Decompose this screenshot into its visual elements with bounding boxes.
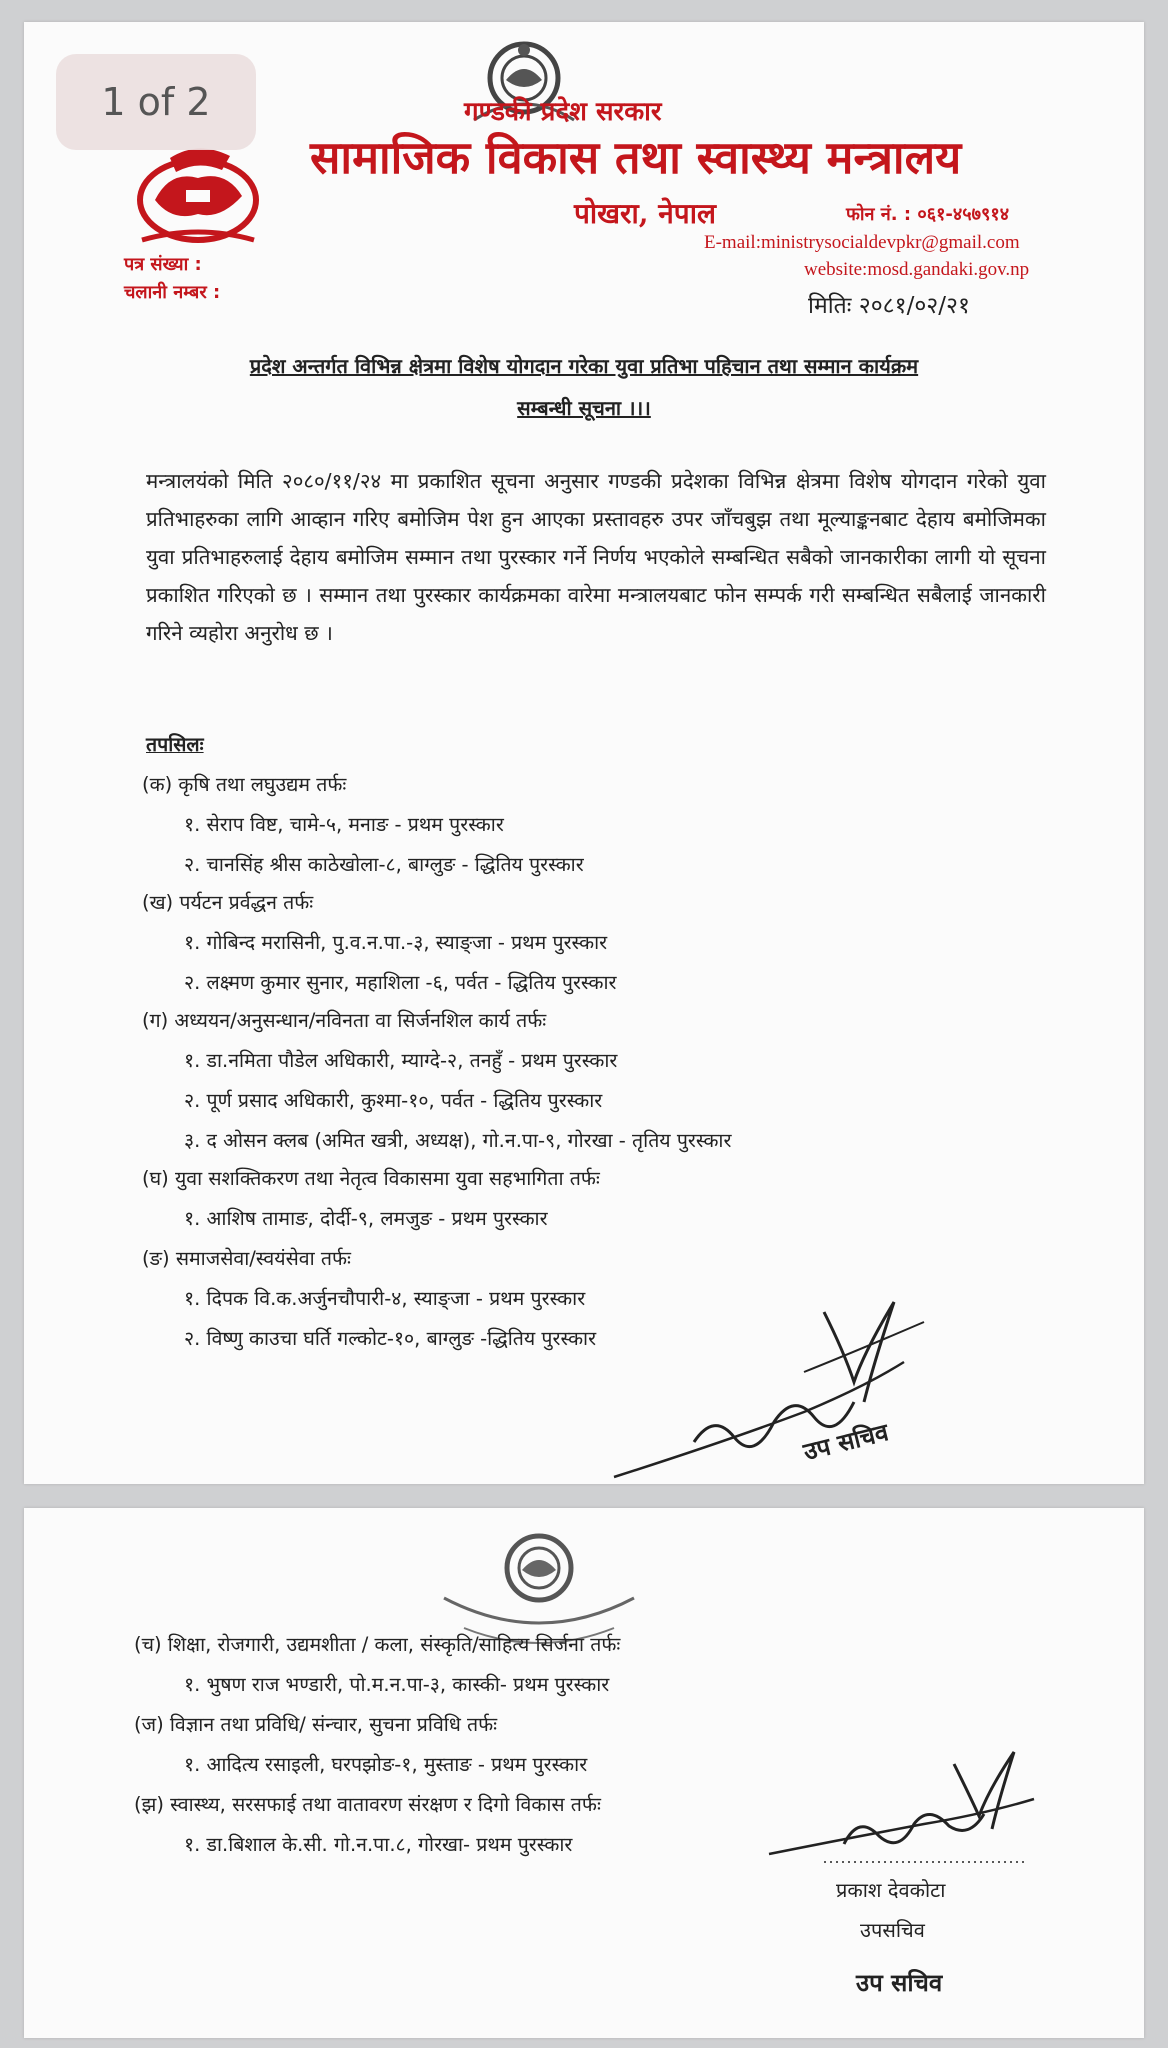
phone-number: फोन नं. : ०६१-४५७९१४ [846, 204, 1010, 225]
award-item: २. लक्ष्मण कुमार सुनार, महाशिला -६, पर्वत - द्धितिय पुरस्कार [184, 971, 617, 994]
award-item: १. डा.नमिता पौडेल अधिकारी, म्याग्दे-२, तनहुँ - प्रथम पुरस्कार [184, 1049, 618, 1072]
notice-title-line-2: सम्बन्धी सूचना ।।। [517, 396, 651, 420]
details-label: तपसिलः [146, 733, 204, 756]
section-heading: (क) कृषि तथा लघुउद्यम तर्फः [142, 773, 347, 796]
award-item: २. पूर्ण प्रसाद अधिकारी, कुश्मा-१०, पर्वत - द्धितिय पुरस्कार [184, 1089, 603, 1112]
award-item: १. भुषण राज भण्डारी, पो.म.न.पा-३, कास्की- प्रथम पुरस्कार [184, 1673, 610, 1696]
section-heading: (झ) स्वास्थ्य, सरसफाई तथा वातावरण संरक्षण र दिगो विकास तर्फः [134, 1793, 601, 1816]
email-address: E-mail:ministrysocialdevpkr@gmail.com [704, 232, 1020, 253]
website-address: website:mosd.gandaki.gov.np [804, 259, 1030, 280]
award-item: १. डा.बिशाल के.सी. गो.न.पा.८, गोरखा- प्रथम पुरस्कार [184, 1833, 573, 1856]
signatory-designation: उपसचिव [860, 1918, 925, 1942]
deputy-secretary-stamp: उप सचिव [856, 1969, 943, 1997]
award-item: १. आशिष तामाङ, दोर्दी-९, लमजुङ - प्रथम पुरस्कार [184, 1207, 548, 1230]
section-heading: (ख) पर्यटन प्रर्वद्धन तर्फः [142, 891, 314, 914]
award-item: १. सेराप विष्ट, चामे-५, मनाङ - प्रथम पुरस्कार [184, 813, 504, 836]
award-item: १. गोबिन्द मरासिनी, पु.व.न.पा.-३, स्याङ्जा - प्रथम पुरस्कार [184, 931, 608, 954]
section-heading: (घ) युवा सशक्तिकरण तथा नेतृत्व विकासमा युवा सहभागिता तर्फः [142, 1167, 600, 1190]
document-page-1 [24, 22, 1144, 1484]
award-item: १. आदित्य रसाइली, घरपझोङ-१, मुस्ताङ - प्रथम पुरस्कार [184, 1753, 588, 1776]
letter-date: मितिः २०८१/०२/२१ [808, 293, 970, 319]
notice-title-line-1: प्रदेश अन्तर्गत विभिन्न क्षेत्रमा विशेष योगदान गरेका युवा प्रतिभा पहिचान तथा सम्मान कार्यक्रम [249, 354, 919, 378]
award-item: १. दिपक वि.क.अर्जुनचौपारी-४, स्याङ्जा - प्रथम पुरस्कार [184, 1287, 586, 1310]
section-heading: (ज) विज्ञान तथा प्रविधि/ संन्चार, सुचना प्रविधि तर्फः [134, 1713, 498, 1736]
notice-body: मन्त्रालयंको मिति २०८०/११/२४ मा प्रकाशित सूचना अनुसार गण्डकी प्रदेशका विभिन्न क्षेत्रमा विशेष योगदान गरेको युवा प्रतिभाहरुका लागि आव्हान गरिए बमोजिम पेश हुन आएका प्रस्तावहरु उपर जाँचबुझ तथा मूल्याङ्कनबाट देहाय बमोजिमका युवा प्रतिभाहरुलाई देहाय बमोजिम सम्मान तथा पुरस्कार गर्ने निर्णय भएकोले सम्बन्धित सबैको जानकारीका लागी यो सूचना प्रकाशित गरिएको छ । सम्मान तथा पुरस्कार कार्यक्रमका वारेमा मन्त्रालयबाट फोन सम्पर्क गरी सम्बन्धित सबैलाई जानकारी गरिने व्यहोरा अनुरोध छ । [146, 469, 1046, 645]
deputy-secretary-stamp: उप सचिव [800, 1418, 892, 1467]
office-location: पोखरा, नेपाल [574, 197, 716, 230]
signature-scribble [764, 1744, 1054, 1864]
signature-scribble [604, 1292, 944, 1482]
nepal-emblem-logo [130, 140, 266, 250]
award-item: २. चानसिंह श्रीस काठेखोला-८, बाग्लुङ - द्धितिय पुरस्कार [184, 853, 584, 876]
award-item: २. विष्णु काउचा घर्ति गल्कोट-१०, बाग्लुङ -द्धितिय पुरस्कार [184, 1327, 597, 1350]
award-item: ३. द ओसन क्लब (अमित खत्री, अध्यक्ष), गो.न.पा-९, गोरखा - तृतिय पुरस्कार [184, 1129, 732, 1152]
letter-number-label: पत्र संख्या : [124, 254, 202, 275]
signatory-name: प्रकाश देवकोटा [836, 1878, 946, 1902]
document-page-2 [24, 1508, 1144, 2038]
section-heading: (ग) अध्ययन/अनुसन्धान/नविनता वा सिर्जनशिल कार्य तर्फः [142, 1009, 547, 1032]
dispatch-number-label: चलानी नम्बर : [124, 282, 221, 303]
section-heading: (ङ) समाजसेवा/स्वयंसेवा तर्फः [142, 1247, 351, 1270]
section-heading: (च) शिक्षा, रोजगारी, उद्यमशीता / कला, संस्कृति/साहित्य सिर्जना तर्फः [134, 1633, 621, 1656]
ministry-name: सामाजिक विकास तथा स्वास्थ्य मन्त्रालय [310, 131, 962, 184]
government-name: गण्डकी प्रदेश सरकार [464, 97, 662, 127]
page-indicator: 1 of 2 [56, 54, 256, 150]
